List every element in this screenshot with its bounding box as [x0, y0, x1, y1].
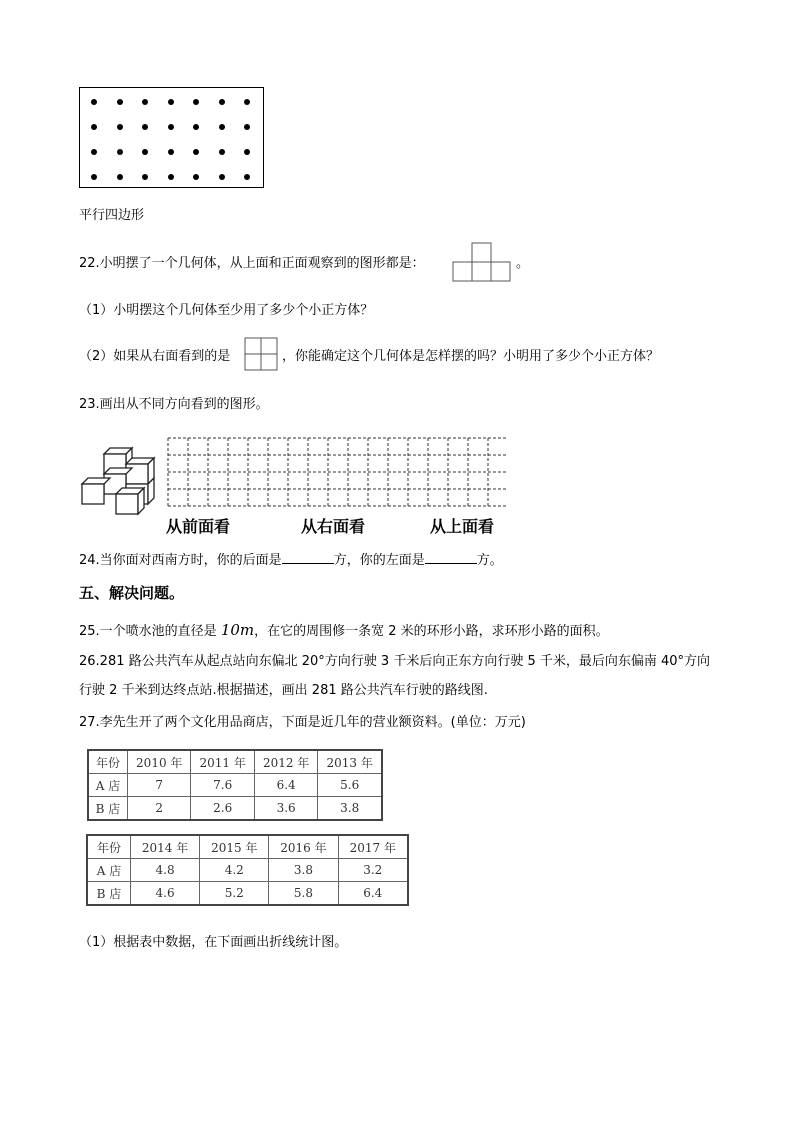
q26-line2: 行驶 2 千米到达终点站.根据描述，画出 281 路公共汽车行驶的路线图.	[79, 683, 488, 698]
table-row	[87, 859, 408, 882]
dashed-drawing-grid	[166, 436, 506, 508]
answer-blank-1[interactable]	[282, 551, 334, 564]
cube-stack-figure	[76, 442, 162, 518]
table-cell: 2016 年	[269, 835, 338, 859]
grid-dot	[193, 99, 199, 105]
table-cell: 2012 年	[254, 750, 317, 774]
q24-text: 24.当你面对西南方时，你的后面是 方，你的左面是 方。	[79, 553, 503, 568]
table-cell: 年份	[88, 750, 128, 774]
q25-text: 25.一个喷水池的直径是 10m，在它的周围修一条宽 2 米的环形小路，求环形小路的面积。	[79, 621, 609, 639]
sales-table-2	[86, 834, 409, 906]
right-view-figure	[244, 337, 280, 373]
grid-dot	[168, 99, 174, 105]
q22-sub2-pre: （2）如果从右面看到的是	[79, 349, 231, 364]
table-cell: 2010 年	[128, 750, 191, 774]
table-cell: 2017 年	[338, 835, 408, 859]
table-cell: 6.4	[338, 882, 408, 906]
table-cell: 6.4	[254, 774, 317, 797]
grid-dot	[91, 149, 97, 155]
caption-top-view: 从上面看	[430, 517, 495, 536]
grid-dot	[193, 124, 199, 130]
table-cell: 5.8	[269, 882, 338, 906]
grid-dot	[91, 124, 97, 130]
grid-dot	[219, 124, 225, 130]
table-cell: 3.6	[254, 797, 317, 821]
table-cell: 2.6	[191, 797, 254, 821]
table-cell: 3.2	[338, 859, 408, 882]
table-cell: 3.8	[318, 797, 382, 821]
table-cell: 2013 年	[318, 750, 382, 774]
table-header-row	[87, 835, 408, 859]
table-header-row	[88, 750, 382, 774]
grid-dot	[168, 174, 174, 180]
grid-dot	[193, 149, 199, 155]
grid-dot	[244, 99, 250, 105]
grid-dot	[142, 174, 148, 180]
grid-dot	[244, 124, 250, 130]
table-cell: 2014 年	[131, 835, 200, 859]
table-cell: B 店	[88, 797, 128, 821]
grid-dot	[168, 124, 174, 130]
table-cell: 5.6	[318, 774, 382, 797]
grid-dot	[117, 124, 123, 130]
dot-grid-figure	[79, 87, 264, 188]
q22-sub1: （1）小明摆这个几何体至少用了多少个小正方体？	[79, 303, 374, 318]
top-front-view-figure	[452, 242, 514, 282]
q25-math: 10m	[220, 621, 255, 639]
table-cell: 3.8	[269, 859, 338, 882]
table-cell: 2	[128, 797, 191, 821]
table-cell: A 店	[87, 859, 131, 882]
grid-dot	[142, 149, 148, 155]
sales-table-1	[87, 749, 383, 821]
q21-answer-label: 平行四边形	[79, 208, 145, 223]
grid-dot	[117, 99, 123, 105]
q27-sub1: （1）根据表中数据，在下面画出折线统计图。	[79, 935, 348, 950]
grid-dot	[244, 149, 250, 155]
q27-text: 27.李先生开了两个文化用品商店，下面是近几年的营业额资料。(单位：万元)	[79, 715, 526, 730]
grid-dot	[91, 174, 97, 180]
q26-line1: 26.281 路公共汽车从起点站向东偏北 20°方向行驶 3 千米后向正东方向行驶 5 千米，最后向东偏南 40°方向	[79, 654, 711, 669]
grid-dot	[117, 174, 123, 180]
caption-right-view: 从右面看	[301, 517, 366, 536]
grid-dot	[219, 99, 225, 105]
grid-dot	[219, 174, 225, 180]
table-row	[87, 882, 408, 906]
answer-blank-2[interactable]	[425, 551, 477, 564]
grid-dot	[244, 174, 250, 180]
table-row	[88, 797, 382, 821]
q22-text: 22.小明摆了一个几何体，从上面和正面观察到的图形都是：	[79, 256, 425, 271]
grid-dot	[168, 149, 174, 155]
table-cell: 4.8	[131, 859, 200, 882]
table-cell: 7.6	[191, 774, 254, 797]
caption-front-view: 从前面看	[166, 517, 231, 536]
table-row	[88, 774, 382, 797]
grid-dot	[117, 149, 123, 155]
table-cell: 2015 年	[200, 835, 269, 859]
table-cell: 4.2	[200, 859, 269, 882]
table-cell: B 店	[87, 882, 131, 906]
table-cell: 7	[128, 774, 191, 797]
grid-dot	[142, 99, 148, 105]
table-cell: A 店	[88, 774, 128, 797]
grid-dot	[142, 124, 148, 130]
table-cell: 4.6	[131, 882, 200, 906]
grid-dot	[219, 149, 225, 155]
section-title: 五、解决问题。	[79, 584, 185, 602]
q22-end: 。	[516, 256, 530, 271]
table-cell: 年份	[87, 835, 131, 859]
grid-dot	[193, 174, 199, 180]
q23-text: 23.画出从不同方向看到的图形。	[79, 397, 269, 412]
table-cell: 5.2	[200, 882, 269, 906]
table-cell: 2011 年	[191, 750, 254, 774]
grid-dot	[91, 99, 97, 105]
q22-sub2-post: ，你能确定这个几何体是怎样摆的吗？小明用了多少个小正方体？	[282, 349, 660, 364]
